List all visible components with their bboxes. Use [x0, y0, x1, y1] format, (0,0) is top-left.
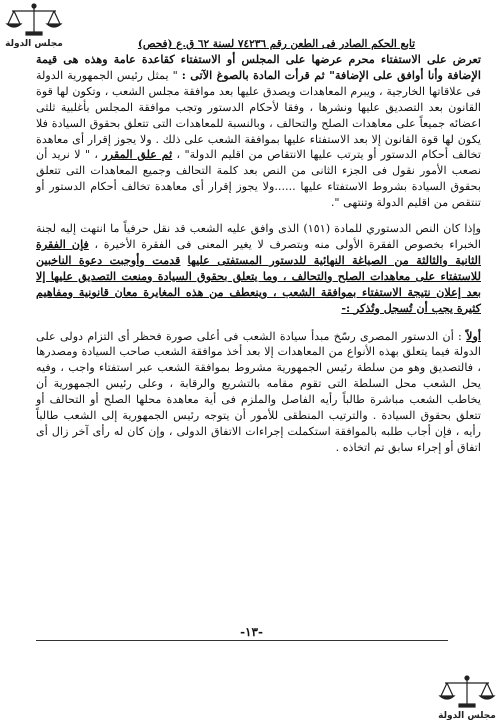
page-number: -١٣-	[240, 625, 263, 639]
footer-divider	[36, 640, 448, 641]
paragraph-3-label: أولاً	[466, 328, 481, 343]
paragraph-2	[36, 221, 481, 316]
council-of-state-logo-bottom	[435, 674, 499, 720]
paragraph-1-quote: " يمثل رئيس الجمهورية الدولة فى علاقاتها الخارجية ، ويبرم المعاهدات ويصدق عليها بعد موافقة مجلس الشعب ، وتكون لها قوة القانون بعد التصديق عليها ونشرها ، وفقا لأحكام الدستور وتجب موافقة المجلس بأغلبية ثلثى اعضائه جميعاً على معاهدات الصلح والتحالف ، وبالنسبة للمعاهدات التى تتعلق بحقوق السيادة فلا يكون لها قوة القانون إلا بعد الاستفتاء عليها بموافقة الشعب على ذلك . ولا يجوز إقرار أى معاهدة تخالف أحكام الدستور أو يترتب عليها الانتقاص من اقليم الدولة" ،	[36, 68, 481, 162]
logo-text: مجلس الدولة	[438, 711, 496, 720]
paragraph-2-plain: وإذا كان النص الدستوري للمادة (١٥١) الذى وافق عليه الشعب قد نقل حرفياً ما انتهت إليه لجنة الخبراء بخصوص الفقرة الأولى منه وبتصرف لا يغير المعنى فى الفقرة الأخيرة ،	[36, 222, 481, 251]
paragraph-2-bold-1: فإن الفقرة الثانية والثالثة من الصياغة النهائية للدستور المستفتى عليها	[36, 236, 481, 267]
paragraph-2-bold-2: قدمت وأوجبت دعوة الناخبين للاستفتاء على معاهدات الصلح والتحالف ، وما يتعلق بحقوق السيادة ومنعت التصديق عليها إلا بعد إعلان نتيجة الاستفتاء بموافقة الشعب ، وينعطف من هذه المغايرة معان قانونية ومفاهيم كثيرة يجب أن تُسجل وتُذكر :-	[36, 252, 481, 315]
paragraph-1-rapporteur-quote: ، " لا نريد أن نصعب الأمور نقول فى الجزء الثانى من النص بعد كلمة التحالف وجميع المعاهدات التى تتعلق بحقوق السيادة بشروط الاستفتاء عليها ......ولا يجوز إقرار أى معاهدة تخالف أحكام الدستور أو تنتقص من اقليم الدولة وتنتهى ".	[36, 148, 481, 210]
paragraph-3-text: : أن الدستور المصرى رسّخ مبدأ سيادة الشعب فى أعلى صورة فحظر أى التزام دولى على الدولة فيما يتعلق بهذه الأنواع من المعاهدات إلا بعد أخذ موافقة الشعب صاحب السيادة ومصدرها ، فالتصديق وهو من سلطة رئيس الجمهورية مشروط بموافقة الشعب عبر استفتاء واجب ، وفيه يحل الشعب محل السلطة التى تقوم مقامه بالتشريع والرقابة ، وعلى رئيس الجمهورية أن يخاطب الشعب مباشرة طالباً رأيه الفاصل والملزم فى أية معاهدة محلها الصلح أو التحالف أو تتعلق بحقوق السيادة . والترتيب المنطقى للأمور أن يتوجه رئيس الجمهورية إلى الشعب طالباً رأيه ، فإن أجاب طلبه بالموافقة استكملت إجراءات الاتفاق الدولى ، وإن كان له رأى آخر زال أى اتفاق أو إجراء سابق تم اتخاذه .	[36, 329, 481, 454]
document-header: تابع الحكم الصادر فى الطعن رقم ٧٤٢٣٦ لسنة ٦٢ ق.ع (فحص)	[137, 38, 416, 50]
document-body	[36, 52, 481, 456]
logo-text: مجلس الدولة	[5, 39, 63, 48]
council-of-state-logo-top	[2, 2, 66, 48]
paragraph-1	[36, 52, 481, 211]
paragraph-1-rapporteur-label: ثم علق المقرر	[102, 147, 173, 162]
scales-of-justice-icon	[2, 2, 66, 48]
paragraph-3	[36, 329, 481, 456]
paragraph-1-intro: تعرض على الاستفتاء محرم عرضها على المجلس أو الاستفتاء كقاعدة عامة وهذه هى قيمة الإضافة وأنا أوافق على الإضافة" ثم قرأت المادة بالصوغ الآتى :	[36, 52, 482, 82]
scales-of-justice-icon	[435, 674, 499, 720]
